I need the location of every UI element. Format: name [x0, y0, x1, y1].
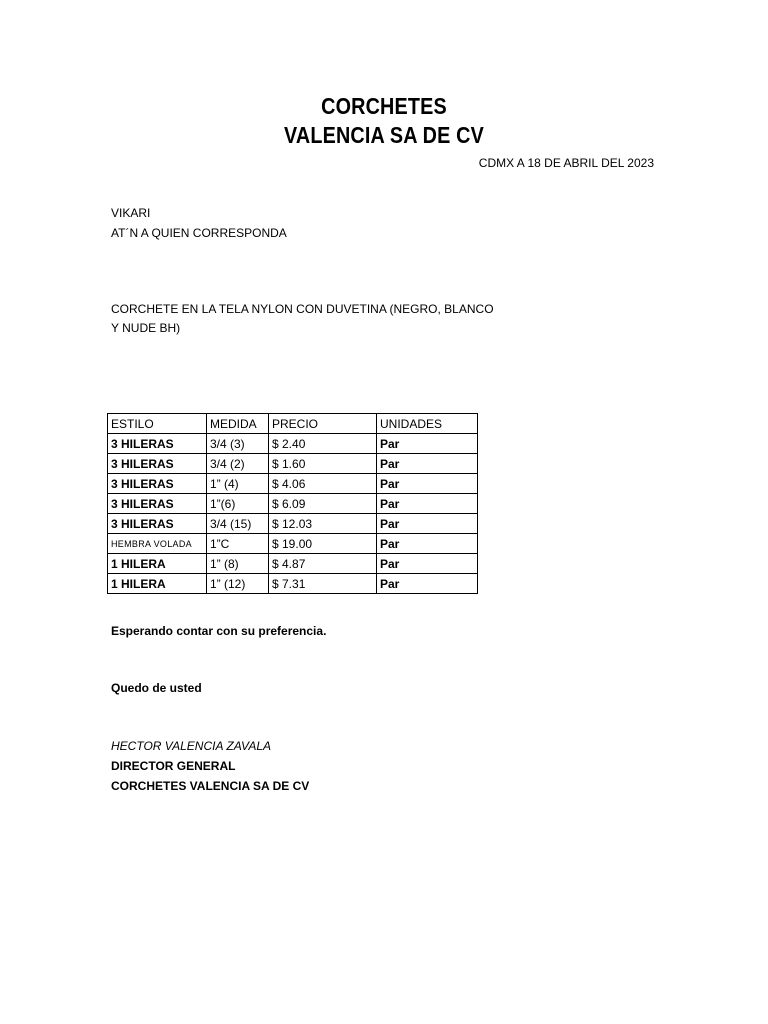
table-row	[108, 554, 478, 574]
cell-unidades: Par	[377, 494, 478, 514]
signatory-role: DIRECTOR GENERAL	[111, 759, 236, 773]
cell-unidades: Par	[377, 434, 478, 454]
column-header-unidades: UNIDADES	[377, 414, 478, 434]
document-date: CDMX A 18 DE ABRIL DEL 2023	[478, 156, 654, 170]
signatory-company: CORCHETES VALENCIA SA DE CV	[111, 779, 310, 793]
cell-medida: 3/4 (15)	[207, 514, 269, 534]
cell-precio: $ 7.31	[269, 574, 377, 594]
table-row	[108, 494, 478, 514]
cell-estilo: HEMBRA VOLADA	[108, 534, 207, 554]
document-title-line2: VALENCIA SA DE CV	[283, 122, 485, 148]
table-row	[108, 514, 478, 534]
table-row	[108, 574, 478, 594]
cell-medida: 3/4 (3)	[207, 434, 269, 454]
cell-estilo: 3 HILERAS	[108, 514, 207, 534]
cell-precio: $ 2.40	[269, 434, 377, 454]
cell-estilo: 3 HILERAS	[108, 434, 207, 454]
column-header-estilo: ESTILO	[108, 414, 207, 434]
cell-precio: $ 1.60	[269, 454, 377, 474]
cell-medida: 1”C	[207, 534, 269, 554]
recipient-attention: AT´N A QUIEN CORRESPONDA	[111, 226, 287, 240]
cell-unidades: Par	[377, 574, 478, 594]
cell-unidades: Par	[377, 534, 478, 554]
signatory-name: HECTOR VALENCIA ZAVALA	[111, 739, 272, 753]
table-row	[108, 474, 478, 494]
cell-unidades: Par	[377, 514, 478, 534]
document-title-line1: CORCHETES	[321, 93, 447, 119]
cell-medida: 1” (12)	[207, 574, 269, 594]
cell-unidades: Par	[377, 474, 478, 494]
farewell-line: Quedo de usted	[111, 681, 202, 695]
cell-precio: $ 4.87	[269, 554, 377, 574]
cell-medida: 1”(6)	[207, 494, 269, 514]
column-header-precio: PRECIO	[269, 414, 377, 434]
table-row	[108, 534, 478, 554]
cell-estilo: 1 HILERA	[108, 554, 207, 574]
column-header-medida: MEDIDA	[207, 414, 269, 434]
cell-precio: $ 19.00	[269, 534, 377, 554]
recipient-company: VIKARI	[111, 206, 151, 220]
table-row	[108, 434, 478, 454]
cell-medida: 1” (4)	[207, 474, 269, 494]
cell-unidades: Par	[377, 554, 478, 574]
cell-precio: $ 12.03	[269, 514, 377, 534]
cell-precio: $ 6.09	[269, 494, 377, 514]
cell-estilo: 3 HILERAS	[108, 454, 207, 474]
table-header-row	[108, 414, 478, 434]
cell-medida: 3/4 (2)	[207, 454, 269, 474]
cell-unidades: Par	[377, 454, 478, 474]
cell-precio: $ 4.06	[269, 474, 377, 494]
cell-estilo: 3 HILERAS	[108, 474, 207, 494]
cell-estilo: 1 HILERA	[108, 574, 207, 594]
table-row	[108, 454, 478, 474]
product-description: CORCHETE EN LA TELA NYLON CON DUVETINA (NEGRO, BLANCO Y NUDE BH)	[111, 302, 494, 335]
cell-medida: 1” (8)	[207, 554, 269, 574]
cell-estilo: 3 HILERAS	[108, 494, 207, 514]
closing-line: Esperando contar con su preferencia.	[111, 624, 327, 638]
price-table	[107, 413, 478, 594]
